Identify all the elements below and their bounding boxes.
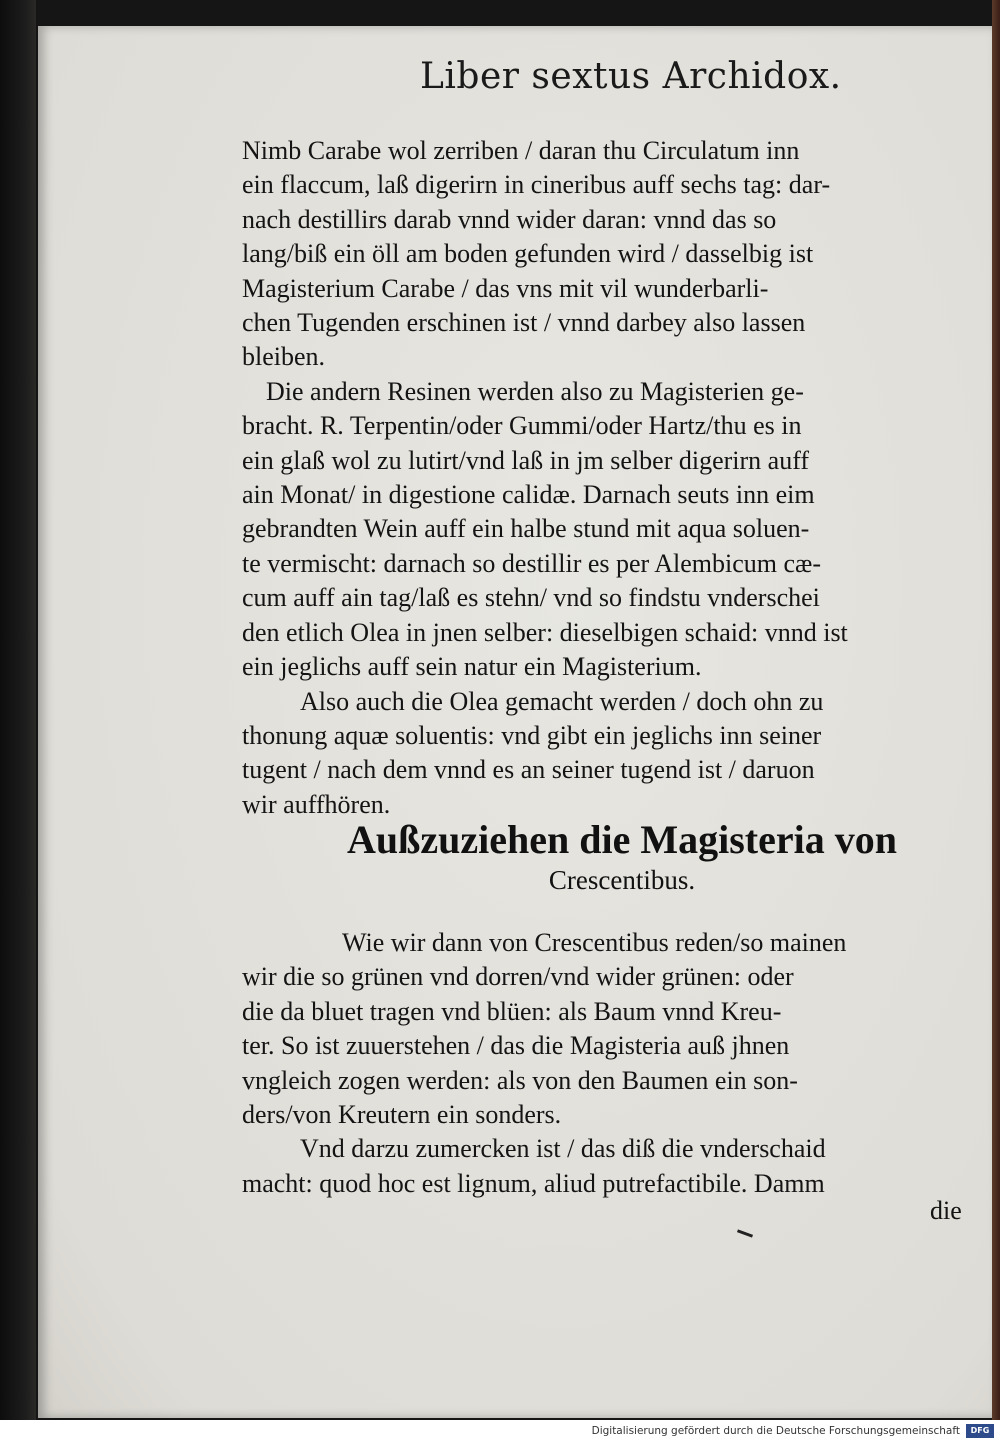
text-line: Also auch die Olea gemacht werden / doch ohn zu [300, 686, 824, 716]
text-line: vngleich zogen werden: als von den Baumen ein son- [242, 1065, 798, 1095]
paragraph-crescentibus [242, 926, 967, 1132]
text-line: Magisterium Carabe / das vns mit vil wunderbarli- [242, 273, 769, 303]
text-line: ein jeglichs auff sein natur ein Magisterium. [242, 652, 702, 682]
text-line: Wie wir dann von Crescentibus reden/so mainen [342, 928, 847, 957]
text-line: Nimb Carabe wol zerriben / daran thu Circulatum inn [242, 136, 800, 165]
paragraph-resinen [242, 375, 967, 685]
text-line: nach destillirs darab vnnd wider daran: vnnd das so [242, 204, 777, 234]
text-line: ders/von Kreutern ein sonders. [242, 1100, 562, 1130]
dfg-logo-icon: DFG [966, 1424, 994, 1438]
text-line: ain Monat/ in digestione calidæ. Darnach seuts inn eim [242, 480, 815, 510]
book-spine-shadow [0, 0, 36, 1420]
section-heading-title: Außzuziehen die Magisteria von [347, 817, 897, 862]
text-line: Vnd darzu zumercken ist / das diß die vnderschaid [300, 1134, 826, 1164]
text-line: cum auff ain tag/laß es stehn/ vnd so findstu vnderschei [242, 583, 820, 613]
text-line: gebrandten Wein auff ein halbe stund mit aqua soluen- [242, 514, 810, 544]
text-line: den etlich Olea in jnen selber: dieselbigen schaid: vnnd ist [242, 617, 848, 647]
section-heading-subtitle: Crescentibus. [548, 865, 696, 895]
text-line: thonung aquæ soluentis: vnd gibt ein jeglichs inn seiner [242, 720, 822, 750]
text-line: macht: quod hoc est lignum, aliud putrefactibile. Damm [242, 1168, 825, 1198]
text-line: bracht. R. Terpentin/oder Gummi/oder Hartz/thu es in [242, 411, 802, 441]
text-line: tugent / nach dem vnnd es an seiner tugend ist / daruon [242, 755, 815, 785]
paragraph-olea [242, 685, 967, 823]
paragraph-vnderschaid [242, 1132, 967, 1201]
text-line: te vermischt: darnach so destillir es per Alembicum cæ- [242, 548, 822, 578]
text-line: wir die so grünen vnd dorren/vnd wider grünen: oder [242, 962, 794, 992]
paragraph-carabe [242, 134, 967, 375]
text-line: ter. So ist zuuerstehen / das die Magisteria auß jhnen [242, 1031, 790, 1061]
text-line: ein flaccum, laß digerirn in cineribus auff sechs tag: dar- [242, 170, 831, 200]
section-heading [342, 816, 902, 896]
footer-credit: Digitalisierung gefördert durch die Deutsche Forschungsgemeinschaft [591, 1425, 960, 1437]
text-block-2 [242, 926, 967, 1201]
text-line: bleiben. [242, 342, 326, 372]
text-line: lang/biß ein öll am boden gefunden wird / dasselbig ist [242, 239, 814, 269]
catchword: die [930, 1196, 962, 1225]
text-line: wir auffhören. [242, 789, 391, 819]
book-cover-edge [992, 0, 1000, 1420]
text-line: ein glaß wol zu lutirt/vnd laß in jm selber digerirn auff [242, 445, 810, 475]
text-line: Die andern Resinen werden also zu Magisterien ge- [266, 376, 804, 406]
running-head: Liber sextus Archidox. [420, 56, 842, 97]
text-line: chen Tugenden erschinen ist / vnnd darbey also lassen [242, 308, 806, 338]
text-block-1 [242, 134, 967, 822]
text-line: die da bluet tragen vnd blüen: als Baum vnnd Kreu- [242, 996, 782, 1026]
